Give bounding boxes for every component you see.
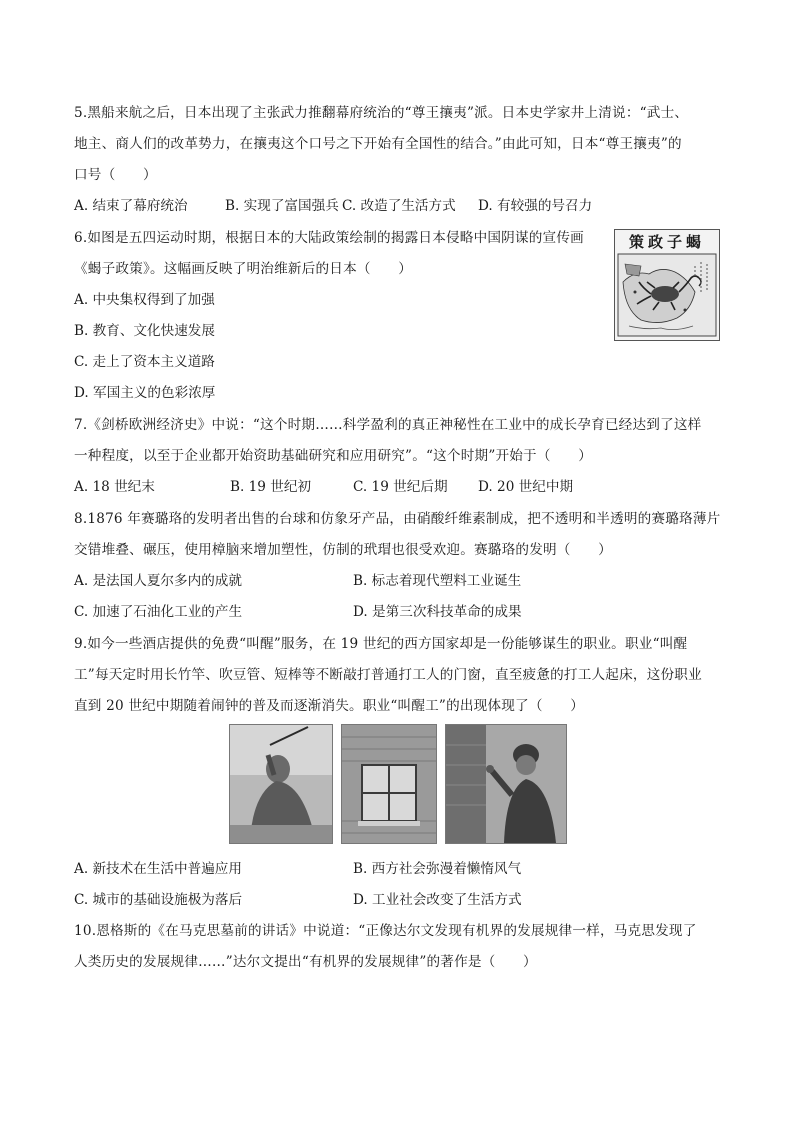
q9-option-c: C. 城市的基础设施极为落后 [74,892,243,908]
q8-option-c: C. 加速了石油化工业的产生 [74,604,243,620]
q9-stem-line-3: 直到 20 世纪中期随着闹钟的普及而逐渐消失。职业“叫醒工”的出现体现了（ ） [74,698,585,714]
q9-option-d: D. 工业社会改变了生活方式 [353,892,522,908]
q5-stem-line-3: 口号（ ） [74,167,157,183]
figure-title: 策政子蝎 [628,233,705,251]
scorpion-map-illustration [615,252,719,340]
q9-option-b: B. 西方社会弥漫着懒惰风气 [353,861,522,877]
q10-stem-line-1: 10.恩格斯的《在马克思墓前的讲话》中说道：“正像达尔文发现有机界的发展规律一样，马克思发现了 [74,923,697,939]
q5-option-a: A. 结束了幕府统治 [74,198,188,214]
q7-stem-line-2: 一种程度，以至于企业都开始资助基础研究和应用研究”。“这个时期”开始于（ ） [74,448,593,464]
q8-option-b: B. 标志着现代塑料工业诞生 [353,573,522,589]
scorpion-policy-figure [614,229,720,341]
q8-stem-line-1: 8.1876 年赛璐珞的发明者出售的台球和仿象牙产品，由硝酸纤维素制成，把不透明和半透明的赛璐珞薄片 [74,511,721,527]
q9-stem-line-1: 9.如今一些酒店提供的免费“叫醒”服务，在 19 世纪的西方国家却是一份能够谋生的职业。职业“叫醒 [74,636,688,652]
q5-stem-line-2: 地主、商人们的改革势力，在攘夷这个口号之下开始有全国性的结合。”由此可知，日本“尊王攘夷”的 [74,136,682,152]
q7-stem-line-1: 7.《剑桥欧洲经济史》中说：“这个时期……科学盈利的真正神秘性在工业中的成长孕育已经达到了这样 [74,417,702,433]
q5-stem-line-1: 5.黑船来航之后，日本出现了主张武力推翻幕府统治的“尊王攘夷”派。日本史学家井上清说：“武士、 [74,105,689,121]
q5-option-b: B. 实现了富国强兵 [225,198,339,214]
q6-option-c: C. 走上了资本主义道路 [74,354,215,370]
q6-stem-line-1: 6.如图是五四运动时期，根据日本的大陆政策绘制的揭露日本侵略中国阴谋的宣传画 [74,230,584,246]
window-photo [341,724,437,844]
q7-option-a: A. 18 世纪末 [74,479,155,495]
q5-option-d: D. 有较强的号召力 [478,198,593,214]
q10-stem-line-2: 人类历史的发展规律……”达尔文提出“有机界的发展规律”的著作是（ ） [74,954,537,970]
q7-option-b: B. 19 世纪初 [230,479,312,495]
brick-window-image [342,725,436,843]
q8-option-a: A. 是法国人夏尔多内的成就 [74,573,242,589]
q9-option-a: A. 新技术在生活中普遍应用 [74,861,242,877]
knocker-up-with-pole-image [230,725,332,843]
q5-option-c: C. 改造了生活方式 [342,198,456,214]
q6-option-d: D. 军国主义的色彩浓厚 [74,385,216,401]
q6-option-a: A. 中央集权得到了加强 [74,292,215,308]
q6-stem-line-2: 《蝎子政策》。这幅画反映了明治维新后的日本（ ） [74,261,413,277]
knocker-up-photo-1 [229,724,333,844]
knocker-up-at-door-image [446,725,566,843]
q8-option-d: D. 是第三次科技革命的成果 [353,604,522,620]
q9-stem-line-2: 工”每天定时用长竹竿、吹豆管、短棒等不断敲打普通打工人的门窗，直至疲惫的打工人起床，这份职业 [74,667,702,683]
q7-option-c: C. 19 世纪后期 [353,479,448,495]
q6-option-b: B. 教育、文化快速发展 [74,323,215,339]
knocker-up-photo-2 [445,724,567,844]
q7-option-d: D. 20 世纪中期 [478,479,574,495]
q8-stem-line-2: 交错堆叠、碾压，使用樟脑来增加塑性，仿制的玳瑁也很受欢迎。赛璐珞的发明（ ） [74,542,612,558]
